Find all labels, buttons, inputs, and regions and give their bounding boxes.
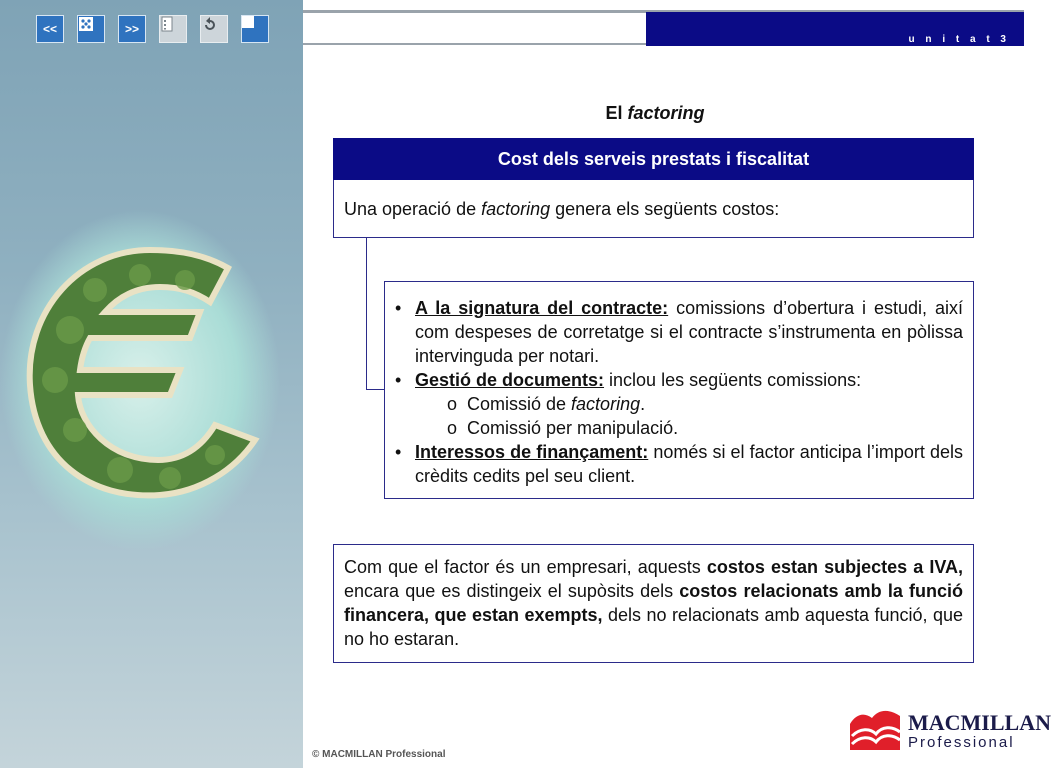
connector-line xyxy=(366,389,385,390)
section-heading xyxy=(333,138,974,180)
index-button[interactable] xyxy=(159,15,187,43)
intro-text-end: genera els següents costos: xyxy=(550,199,780,219)
vat-note-box: Com que el factor és un empresari, aquests costos estan subjectes a IVA, encara que es distingeix el supòsits dels costos relacionats amb la funció financera, que estan exempts, dels no relacionats amb aquesta funció, que no ho estaran. xyxy=(333,544,974,663)
list-item-label: Gestió de documents: xyxy=(415,370,605,390)
list-item-label: Interessos de finançament: xyxy=(415,442,649,462)
undo-icon xyxy=(201,16,219,34)
logo-subtitle: Professional xyxy=(908,734,1015,751)
unit-banner xyxy=(646,12,1024,46)
macmillan-logo-mark xyxy=(848,706,902,752)
list-item-label: A la signatura del contracte: xyxy=(415,298,669,318)
list-icon xyxy=(160,16,174,32)
section-heading-text: Cost dels serveis prestats i fiscalitat xyxy=(497,148,810,169)
page-title xyxy=(560,103,750,124)
next-button[interactable]: >> xyxy=(118,15,146,43)
menu-button[interactable] xyxy=(77,15,105,43)
decorative-island-panel xyxy=(0,0,303,768)
intro-text: Una operació de xyxy=(344,199,482,219)
intro-emphasis: factoring xyxy=(481,199,551,219)
stop-button[interactable] xyxy=(241,15,269,43)
list-item xyxy=(395,368,963,392)
island-illustration xyxy=(0,0,303,768)
list-item-text: inclou les següents comissions: xyxy=(604,370,862,390)
dice-icon xyxy=(78,16,94,32)
macmillan-logo xyxy=(848,706,1051,756)
title-prefix: El xyxy=(605,103,628,123)
sub-list-item: o Comissió per manipulació. xyxy=(395,416,963,440)
costs-list-box xyxy=(384,281,974,499)
previous-button[interactable]: << xyxy=(36,15,64,43)
connector-line xyxy=(366,238,367,389)
intro-box xyxy=(333,180,974,238)
back-button[interactable] xyxy=(200,15,228,43)
top-bar-left xyxy=(303,13,646,45)
list-item-text: només si el factor anticipa l’import dels crèdits cedits pel seu client. xyxy=(415,442,963,486)
list-item xyxy=(395,440,963,488)
stop-icon xyxy=(242,16,254,28)
list-item xyxy=(395,296,963,368)
logo-wordmark: MACMILLAN xyxy=(908,710,1051,735)
list-item-text: comissions d’obertura i estudi, així com despeses de corretatge si el contracte s’instrumenta en pòlissa intervinguda per notari. xyxy=(415,298,963,366)
unit-label: u n i t a t 3 xyxy=(908,34,1010,45)
sub-list-item: o Comissió de factoring. xyxy=(395,392,963,416)
copyright-text: © MACMILLAN Professional xyxy=(312,749,446,760)
title-emphasis: factoring xyxy=(627,103,705,123)
